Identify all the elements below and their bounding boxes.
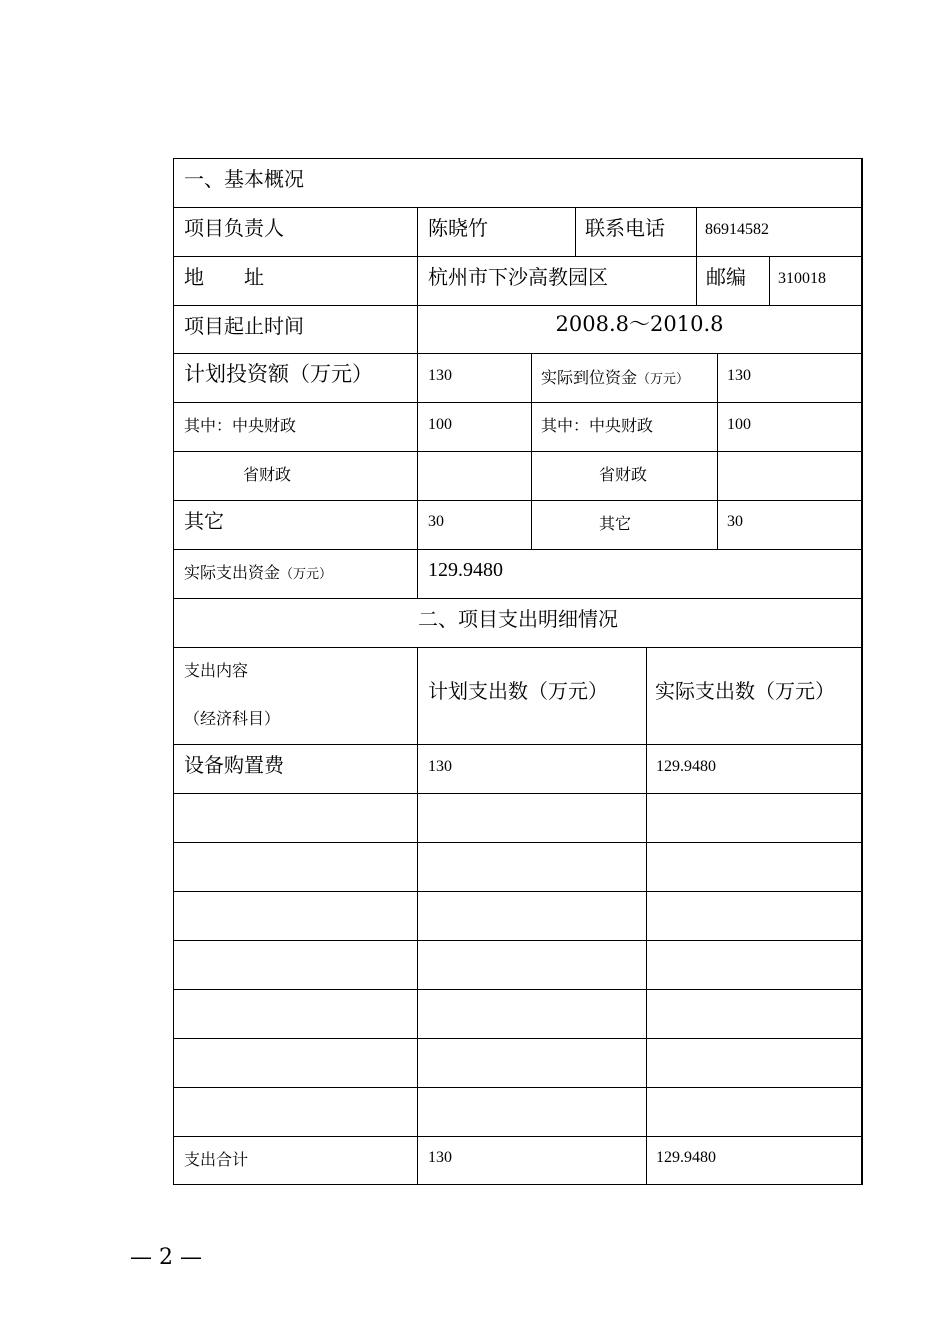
total-actual: 129.9480 (656, 1149, 716, 1166)
total-plan: 130 (428, 1149, 452, 1166)
leader-value: 陈晓竹 (428, 216, 488, 240)
other-actual-label: 其它 (599, 514, 632, 533)
period-label: 项目起止时间 (184, 314, 304, 338)
other-plan-value: 30 (428, 513, 444, 530)
row1-item: 设备购置费 (184, 753, 284, 777)
col-actual-header: 实际支出数（万元） (655, 679, 835, 703)
row-divider (173, 402, 862, 403)
row-divider (173, 1038, 862, 1039)
plan-investment-label: 计划投资额（万元） (184, 362, 373, 386)
column-divider (531, 353, 532, 549)
row-divider (173, 549, 862, 550)
column-divider (696, 207, 697, 305)
column-divider (417, 647, 418, 1184)
col-content-subheader: （经济科目） (184, 709, 281, 728)
actual-spend-label-unit: （万元） (280, 567, 333, 582)
row-divider (173, 842, 862, 843)
actual-funds-label (541, 366, 689, 392)
col-content-header: 支出内容 (184, 661, 249, 680)
page-number: — 2 — (130, 1245, 202, 1270)
zip-value: 310018 (778, 270, 826, 287)
section-detail-title: 二、项目支出明细情况 (418, 607, 618, 631)
row-divider (173, 451, 862, 452)
phone-value: 86914582 (705, 221, 769, 238)
actual-funds-value: 130 (727, 367, 751, 384)
phone-label: 联系电话 (585, 216, 665, 240)
actual-spend-value: 129.9480 (428, 559, 503, 581)
central-actual-value: 100 (727, 416, 751, 433)
row-divider (173, 353, 862, 354)
actual-spend-label-text: 实际支出资金 (184, 563, 281, 582)
zip-label: 邮编 (706, 265, 746, 289)
row-divider (173, 744, 862, 745)
column-divider (417, 207, 418, 598)
plan-investment-value: 130 (428, 367, 452, 384)
table-border-right (861, 158, 863, 1185)
other-plan-label: 其它 (184, 509, 224, 533)
row-divider (173, 1136, 862, 1137)
table-border-bottom (173, 1184, 862, 1185)
row-divider (173, 647, 862, 648)
central-plan-value: 100 (428, 416, 452, 433)
row1-plan: 130 (428, 758, 452, 775)
row-divider (173, 793, 862, 794)
column-divider (575, 207, 576, 256)
leader-label: 项目负责人 (184, 216, 284, 240)
table-border-left (173, 158, 174, 1185)
row-divider (173, 500, 862, 501)
address-label: 地 址 (184, 265, 264, 289)
section-basic-title: 一、基本概况 (184, 167, 304, 191)
row-divider (173, 891, 862, 892)
central-actual-label: 其中：中央财政 (541, 416, 654, 435)
column-divider (646, 647, 647, 1184)
other-actual-value: 30 (727, 513, 743, 530)
period-value: 2008.8～2010.8 (555, 312, 724, 336)
address-value: 杭州市下沙高教园区 (428, 265, 608, 289)
row-divider (173, 989, 862, 990)
row-divider (173, 940, 862, 941)
row-divider (173, 305, 862, 306)
actual-spend-label (184, 561, 332, 587)
actual-funds-label-text: 实际到位资金 (541, 368, 638, 387)
total-label: 支出合计 (184, 1150, 249, 1169)
col-plan-header: 计划支出数（万元） (428, 679, 608, 703)
actual-funds-label-unit: （万元） (637, 372, 690, 387)
table-border-top (173, 158, 862, 159)
column-divider (717, 353, 718, 549)
column-divider (769, 256, 770, 305)
row-divider (173, 256, 862, 257)
row-divider (173, 207, 862, 208)
row-divider (173, 598, 862, 599)
province-actual-label: 省财政 (599, 465, 648, 484)
row1-actual: 129.9480 (656, 758, 716, 775)
province-plan-label: 省财政 (243, 465, 292, 484)
row-divider (173, 1087, 862, 1088)
central-plan-label: 其中：中央财政 (184, 416, 297, 435)
